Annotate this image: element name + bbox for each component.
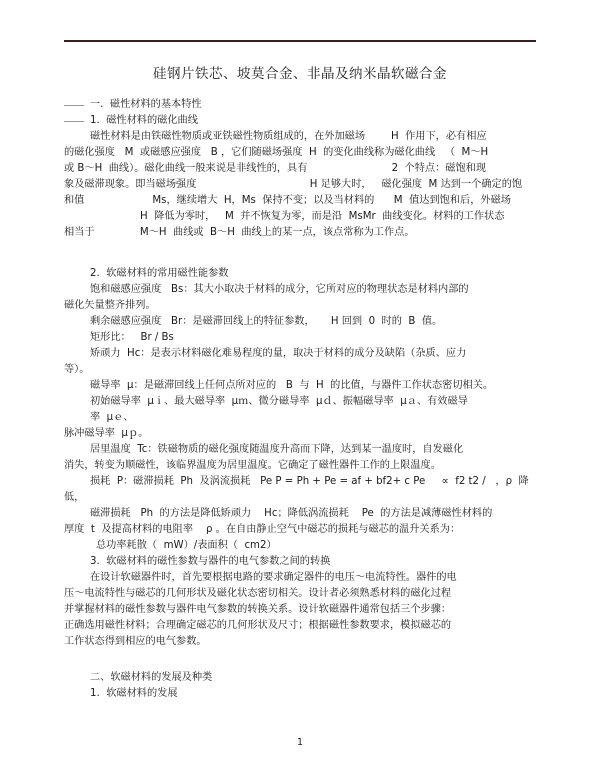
body-line: 磁导率 μ：是磁滞回线上任何点所对应的 B 与 H 的比值，与器件工作状态密切相关。	[90, 380, 494, 391]
subsection-heading: 2. 软磁材料的常用磁性能参数	[90, 268, 229, 279]
body-line: 矫顽力 Hc：是表示材料磁化难易程度的量，取决于材料的成分及缺陷（杂质、应力	[90, 348, 467, 359]
body-line: 或 B～H 曲线）。磁化曲线一般来说是非线性的，具有 2 个特点：磁饱和现	[64, 163, 487, 174]
body-line: 的磁化强度 M 或磁感应强度 B ，它们随磁场强度 H 的变化曲线称为磁化曲线 （ M～H	[64, 147, 489, 158]
subsection-heading: 1. 磁性材料的磁化曲线	[90, 115, 198, 126]
body-line: 损耗 P：磁滞损耗 Ph 及涡流损耗 Pe P = Ph + Pe = af + bf2+ c Pe ∝ f2 t2 / ，ρ 降	[90, 476, 529, 487]
body-line: 消失，转变为顺磁性，该临界温度为居里温度。它确定了磁性器件工作的上限温度。	[64, 460, 441, 471]
body-line: 并掌握材料的磁性参数与器件电气参数的转换关系。设计软磁器件通常包括三个步骤：	[64, 604, 452, 615]
body-line: 相当于 M～H 曲线或 B～H 曲线上的某一点，该点常称为工作点。	[64, 227, 415, 238]
subsection-heading: 1. 软磁材料的发展	[90, 688, 178, 699]
body-line: 压～电流特性与磁芯的几何形状及磁化状态密切相关。设计者必须熟悉材料的磁化过程	[64, 588, 452, 599]
body-line: 脉冲磁导率 μｐ。	[64, 428, 149, 439]
body-line: 等）。	[64, 364, 90, 375]
body-line: 居里温度 Tc：铁磁物质的磁化强度随温度升高而下降，达到某一温度时，自发磁化	[90, 444, 464, 455]
body-line: 矩形比： Br / Bs	[90, 332, 174, 343]
body-line: 磁性材料是由铁磁性物质或亚铁磁性物质组成的，在外加磁场 H 作用下，必有相应	[90, 131, 487, 142]
page-number: 1	[296, 737, 304, 748]
body-line: 在设计软磁器件时，首先要根据电路的要求确定器件的电压～电流特性。器件的电	[90, 572, 457, 583]
body-line: 磁滞损耗 Ph 的方法是降低矫顽力 Hc；降低涡流损耗 Pe 的方法是减薄磁性材料的	[90, 508, 493, 519]
body-line: 磁化矢量整齐排列。	[64, 300, 156, 311]
body-line: 饱和磁感应强度 Bs：其大小取决于材料的成分，它所对应的物理状态是材料内部的	[90, 284, 469, 295]
body-line: 低，	[64, 492, 85, 503]
body-line: 率 μｅ、	[90, 412, 134, 423]
body-line: 工作状态得到相应的电气参数。	[64, 636, 207, 647]
header-rule	[64, 40, 536, 42]
body-line: 象及磁滞现象。即当磁场强度 H 足够大时， 磁化强度 M 达到一个确定的饱	[64, 179, 523, 190]
subsection-heading: 3. 软磁材料的磁性参数与器件的电气参数之间的转换	[90, 556, 331, 567]
section-heading: 一. 磁性材料的基本特性	[90, 99, 202, 110]
section-heading: 二、软磁材料的发展及种类	[90, 672, 213, 683]
formula-line: 总功率耗散（ mW）/表面积（ cm2）	[96, 540, 277, 551]
body-line: 正确选用磁性材料；合理确定磁芯的几何形状及尺寸；根据磁性参数要求，模拟磁芯的	[64, 620, 452, 631]
margin-mark	[64, 105, 84, 106]
body-line: H 降低为零时， M 并不恢复为零，而是沿 MsMr 曲线变化。材料的工作状态	[140, 211, 505, 222]
document-title: 硅钢片铁芯、坡莫合金、非晶及纳米晶软磁合金	[153, 66, 447, 82]
body-line: 剩余磁感应强度 Br：是磁滞回线上的特征参数， H 回到 0 时的 B 值。	[90, 316, 443, 327]
body-line: 厚度 t 及提高材料的电阻率 ρ 。在自由静止空气中磁芯的损耗与磁芯的温升关系为：	[64, 524, 461, 535]
margin-mark	[64, 121, 84, 122]
body-line: 和值 Ms，继续增大 H，Ms 保持不变；以及当材料的 M 值达到饱和后，外磁场	[64, 195, 511, 206]
body-line: 初始磁导率 μｉ、最大磁导率 μｍ、微分磁导率 μｄ、振幅磁导率 μａ、有效磁导	[90, 396, 468, 407]
